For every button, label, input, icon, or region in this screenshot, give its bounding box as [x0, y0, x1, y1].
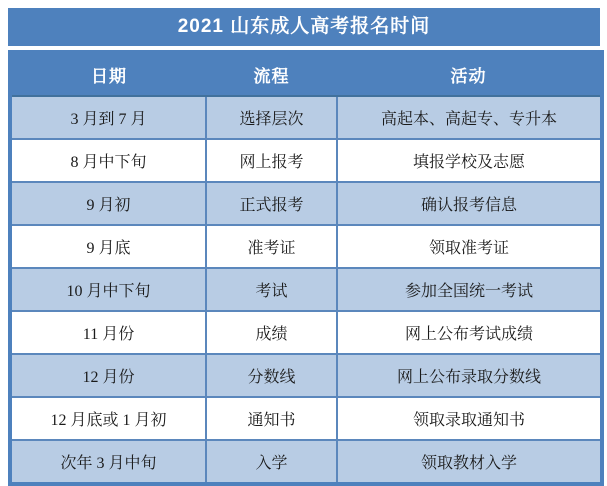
table-row	[10, 311, 602, 354]
column-header-process: 流程	[206, 52, 337, 96]
cell-activity: 领取准考证	[337, 225, 602, 268]
schedule-table	[8, 50, 604, 486]
column-header-activity: 活动	[337, 52, 602, 96]
cell-date: 9 月底	[10, 225, 206, 268]
cell-process: 成绩	[206, 311, 337, 354]
cell-activity: 确认报考信息	[337, 182, 602, 225]
table-row	[10, 139, 602, 182]
cell-activity: 参加全国统一考试	[337, 268, 602, 311]
cell-date: 9 月初	[10, 182, 206, 225]
table-row	[10, 268, 602, 311]
table-row	[10, 354, 602, 397]
cell-process: 入学	[206, 440, 337, 484]
cell-date: 11 月份	[10, 311, 206, 354]
cell-date: 12 月份	[10, 354, 206, 397]
table-row	[10, 96, 602, 139]
table-row	[10, 397, 602, 440]
cell-process: 准考证	[206, 225, 337, 268]
cell-date: 3 月到 7 月	[10, 96, 206, 139]
cell-activity: 网上公布录取分数线	[337, 354, 602, 397]
cell-activity: 高起本、高起专、专升本	[337, 96, 602, 139]
table-row	[10, 440, 602, 484]
table-row	[10, 225, 602, 268]
cell-process: 正式报考	[206, 182, 337, 225]
cell-activity: 网上公布考试成绩	[337, 311, 602, 354]
cell-process: 选择层次	[206, 96, 337, 139]
cell-activity: 领取录取通知书	[337, 397, 602, 440]
column-header-date: 日期	[10, 52, 206, 96]
cell-activity: 填报学校及志愿	[337, 139, 602, 182]
cell-process: 考试	[206, 268, 337, 311]
table-header-row	[10, 52, 602, 96]
table-row	[10, 182, 602, 225]
cell-process: 网上报考	[206, 139, 337, 182]
table-title: 2021 山东成人高考报名时间	[8, 8, 600, 46]
cell-date: 10 月中下旬	[10, 268, 206, 311]
cell-process: 通知书	[206, 397, 337, 440]
cell-date: 8 月中下旬	[10, 139, 206, 182]
cell-date: 12 月底或 1 月初	[10, 397, 206, 440]
cell-process: 分数线	[206, 354, 337, 397]
cell-activity: 领取教材入学	[337, 440, 602, 484]
cell-date: 次年 3 月中旬	[10, 440, 206, 484]
